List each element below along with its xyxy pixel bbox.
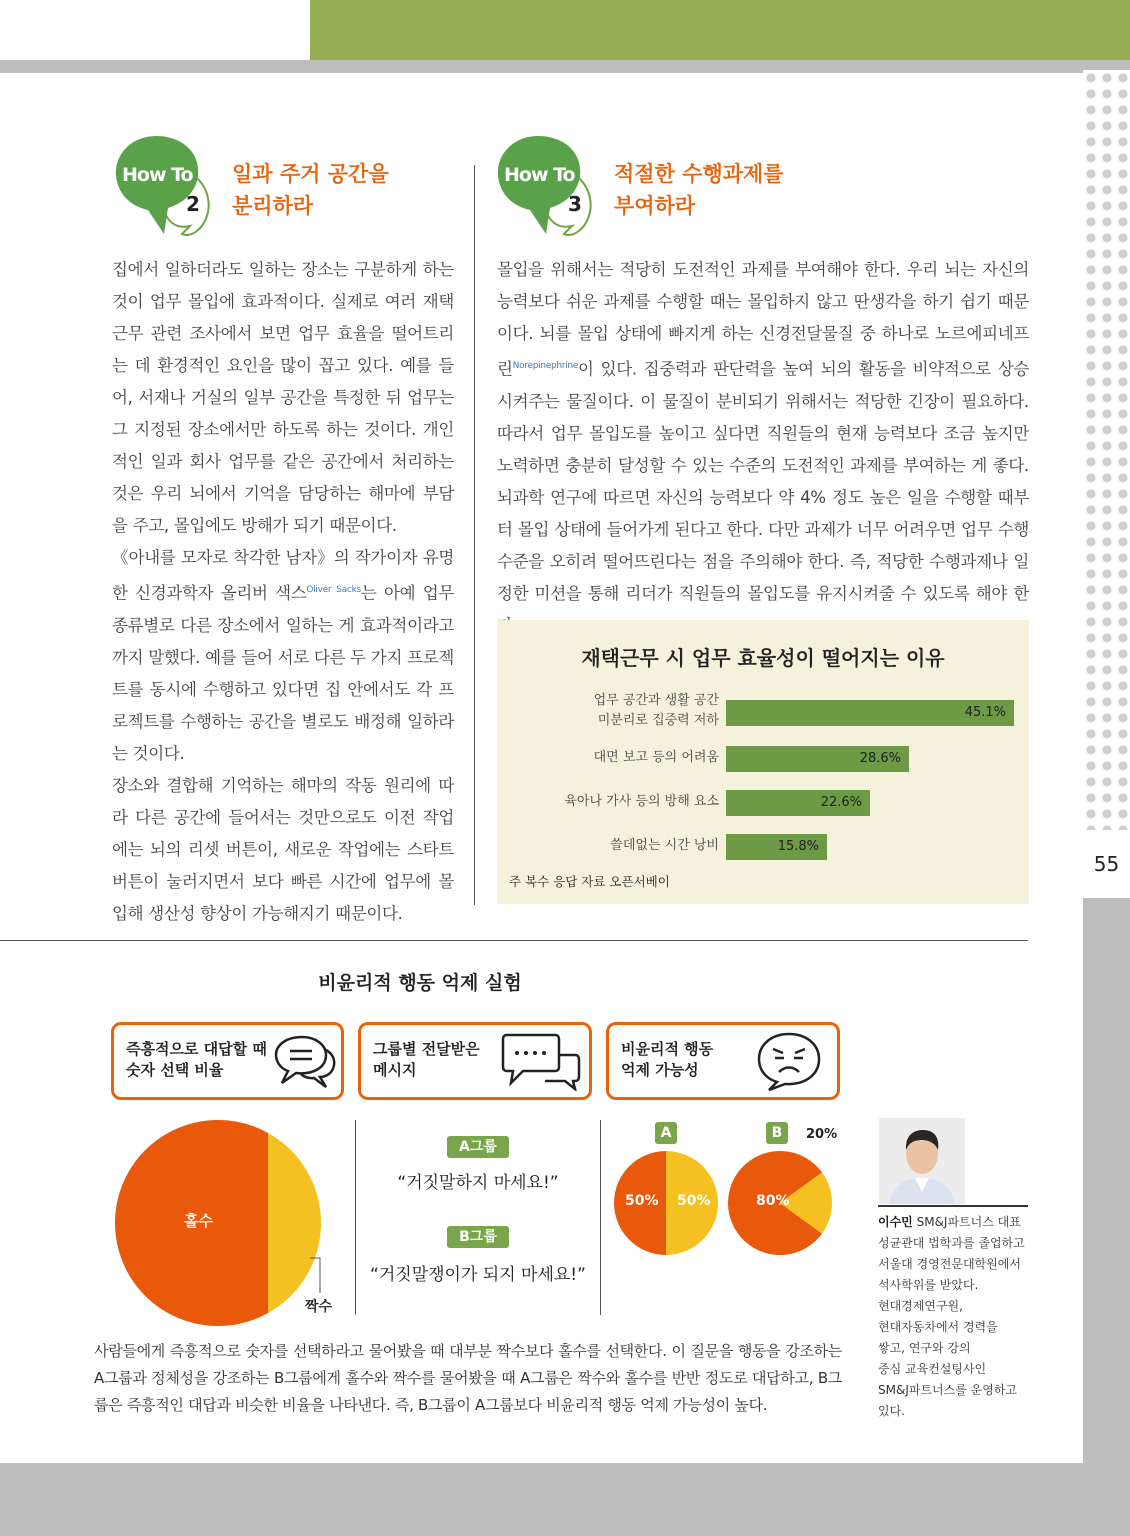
experiment-title: 비윤리적 행동 억제 실험 (318, 972, 522, 994)
top-green-band (310, 0, 1130, 60)
author-bio-line: 있다. (878, 1404, 905, 1418)
author-bio-line: 현대자동차에서 경력을 (878, 1320, 998, 1334)
group-a-badge: A그룹 (447, 1136, 509, 1158)
pie-a-left-label: 50% (625, 1193, 659, 1209)
experiment-description: 사람들에게 즉흥적으로 숫자를 선택하라고 물어봤을 때 대부분 짝수보다 홀수를 선택한다. 이 질문을 행동을 강조하는 A그룹과 정체성을 강조하는 B그룹에게 홀수와 짝수를 물어봤을 때 A그룹은 짝수와 홀수를 반반 정도로 대답하고, B그룹은 즉흥적인 대답과 비슷한 비율을 나타낸다. 즉, B그룹이 A그룹보다 비윤리적 행동 억제 가능성이 높다. (94, 1342, 842, 1414)
chart-note: 주 복수 응답 자료 오픈서베이 (509, 874, 670, 889)
author-portrait-icon (879, 1118, 965, 1204)
author-affiliation: SM&J파트너스 대표 (912, 1215, 1021, 1229)
howto-number: 3 (568, 192, 582, 216)
experiment-box-3 (606, 1022, 840, 1100)
author-bio-line: 쌓고, 연구와 강의 (878, 1341, 971, 1355)
experiment-box-1 (111, 1022, 344, 1100)
vertical-divider (355, 1120, 356, 1315)
howto3-title (614, 158, 784, 222)
pie-b-main-label: 80% (756, 1193, 790, 1209)
chart-title: 재택근무 시 업무 효율성이 떨어지는 이유 (581, 646, 945, 670)
pie-slice-odd-extension (218, 1120, 268, 1326)
group-b-badge: B그룹 (447, 1226, 509, 1248)
chat-bubbles-icon (501, 1031, 581, 1091)
page-number-text: 55 (1093, 852, 1120, 876)
howto3-title-line1: 적절한 수행과제를 (614, 162, 784, 186)
box-label (126, 1039, 267, 1081)
author-photo (879, 1118, 965, 1204)
pie-b-small-label: 20% (806, 1127, 838, 1142)
author-name: 이수민 (878, 1215, 913, 1229)
howto3-badge (494, 130, 599, 240)
group-b-message: “거짓말쟁이가 되지 마세요!” (370, 1265, 586, 1285)
box-label-line: 비윤리적 행동 (621, 1040, 714, 1058)
author-bio-line: 성균관대 법학과를 졸업하고 (878, 1236, 1025, 1250)
author-bio-line: 현대경제연구원, (878, 1299, 963, 1313)
bar-category-label: 업무 공간과 생활 공간 미분리로 집중력 저하 (593, 693, 719, 728)
howto2-title (232, 158, 389, 222)
section-divider (0, 940, 1028, 941)
author-bio (878, 1212, 1038, 1422)
howto3-title-line2: 부여하라 (614, 194, 696, 218)
bar-category-label: 쓸데없는 시간 낭비 (610, 838, 719, 853)
bar-category-label: 육아나 가사 등의 방해 요소 (564, 794, 719, 809)
box-label (373, 1039, 480, 1081)
author-heading (878, 1212, 1038, 1233)
page-number (1083, 830, 1130, 898)
text-run: 몰입을 위해서는 적당히 도전적인 과제를 부여해야 한다. 우리 뇌는 자신의 능력보다 쉬운 과제를 수행할 때는 몰입하지 않고 딴생각을 하기 쉽기 때문이다. 뇌를 몰입 상태에 빠지게 하는 신경전달물질 중 하나로 노르에피네프린 (497, 260, 1029, 379)
bar-chart-box (497, 620, 1029, 904)
pie-label-odd: 홀수 (184, 1212, 213, 1230)
bar-value-label: 22.6% (820, 795, 862, 810)
box-label-line: 즉흥적으로 대답할 때 (126, 1040, 267, 1058)
vertical-divider (600, 1120, 601, 1315)
author-bio-line: 중심 교육컨설팅사인 (878, 1362, 987, 1376)
howto2-title-line1: 일과 주거 공간을 (232, 162, 389, 186)
text-run: 《아내를 모자로 착각한 남자》의 작가이자 유명한 신경과학자 올리버 색스 (112, 548, 454, 603)
howto2-paragraph: 장소와 결합해 기억하는 해마의 작동 원리에 따라 다른 공간에 들어서는 것만으로도 이전 작업에는 뇌의 리셋 버튼이, 새로운 작업에는 스타트 버튼이 눌러지면서 보다 빠른 시간에 업무에 몰입해 생산성 향상이 가능해지기 때문이다. (112, 775, 454, 923)
group-a-message: “거짓말하지 마세요!” (397, 1173, 559, 1193)
pie-b-badge: B (766, 1122, 788, 1144)
howto3-body (497, 254, 1029, 642)
box-label-line: 그룹별 전달받은 (373, 1040, 480, 1058)
pie-a-right-label: 50% (677, 1193, 711, 1209)
text-run: 는 아예 업무 종류별로 다른 장소에서 일하는 게 효과적이라고까지 말했다. 예를 들어 서로 다른 두 가지 프로젝트를 동시에 수행하고 있다면 집 안에서도 각 프로젝트를 수행하는 공간을 별로도 배정해 일하라는 것이다. (112, 583, 454, 763)
box-label-line: 숫자 선택 비율 (126, 1061, 224, 1079)
howto2-paragraph (112, 542, 454, 770)
bar-category-label: 대면 보고 등의 어려움 (593, 750, 719, 765)
bar-value-label: 28.6% (859, 751, 901, 766)
howto-label: How To (504, 164, 575, 186)
frown-face-icon (757, 1031, 821, 1091)
bar-value-label: 15.8% (777, 839, 819, 854)
howto-number: 2 (186, 192, 200, 216)
experiment-box-2 (358, 1022, 592, 1100)
dotted-side-pattern (1083, 70, 1130, 830)
author-bio-line: 석사학위를 받았다. (878, 1278, 979, 1292)
howto2-paragraph: 집에서 일하더라도 일하는 장소는 구분하게 하는 것이 업무 몰입에 효과적이다. 실제로 여러 재택근무 관련 조사에서 보면 업무 효율을 떨어트리는 데 환경적인 요인을 많이 꼽고 있다. 예를 들어, 서재나 거실의 일부 공간을 특정한 뒤 업무는 그 지정된 장소에서만 하도록 하는 것이다. 개인적인 일과 회사 업무를 같은 공간에서 처리하는 것은 우리 뇌에서 기억을 담당하는 해마에 부담을 주고, 몰입에도 방해가 되기 때문이다. (112, 260, 454, 535)
howto2-body (112, 254, 454, 930)
pie-label-even: 짝수 (305, 1299, 333, 1315)
howto2-title-line2: 분리하라 (232, 194, 314, 218)
pie-a-badge: A (655, 1122, 677, 1144)
superscript-term: Norepinephrine (512, 361, 579, 371)
box-label-line: 메시지 (373, 1061, 417, 1079)
box-label-line: 억제 가능성 (621, 1061, 699, 1079)
author-bio-line: 서울대 경영전문대학원에서 (878, 1257, 1021, 1271)
speech-bubbles-icon (274, 1033, 338, 1089)
box-label (621, 1039, 713, 1081)
howto-label: How To (122, 164, 193, 186)
author-bio-line: SM&J파트너스를 운영하고 (878, 1383, 1018, 1397)
superscript-term: Oliver Sacks (306, 585, 361, 595)
bar-value-label: 45.1% (964, 705, 1006, 720)
top-white-band (0, 0, 310, 60)
column-divider (474, 165, 475, 905)
text-run: 이 있다. 집중력과 판단력을 높여 뇌의 활동을 비약적으로 상승시켜주는 물질이다. 이 물질이 분비되기 위해서는 적당한 긴장이 필요하다. 따라서 업무 몰입도를 높이고 싶다면 직원들의 현재 능력보다 조금 높지만 노력하면 충분히 달성할 수 있는 수준의 도전적인 과제를 부여하는 게 좋다. 뇌과학 연구에 따르면 자신의 능력보다 약 4% 정도 높은 일을 수행할 때부터 몰입 상태에 들어가게 된다고 한다. 다만 과제가 너무 어려우면 업무 수행 수준을 오히려 떨어뜨린다는 점을 주의해야 한다. 즉, 적당한 수행과제나 일정한 미션을 통해 리더가 직원들의 몰입도를 유지시켜줄 수 있도록 해야 한 (497, 359, 1029, 603)
howto2-badge (112, 130, 217, 240)
author-divider (878, 1205, 1028, 1207)
